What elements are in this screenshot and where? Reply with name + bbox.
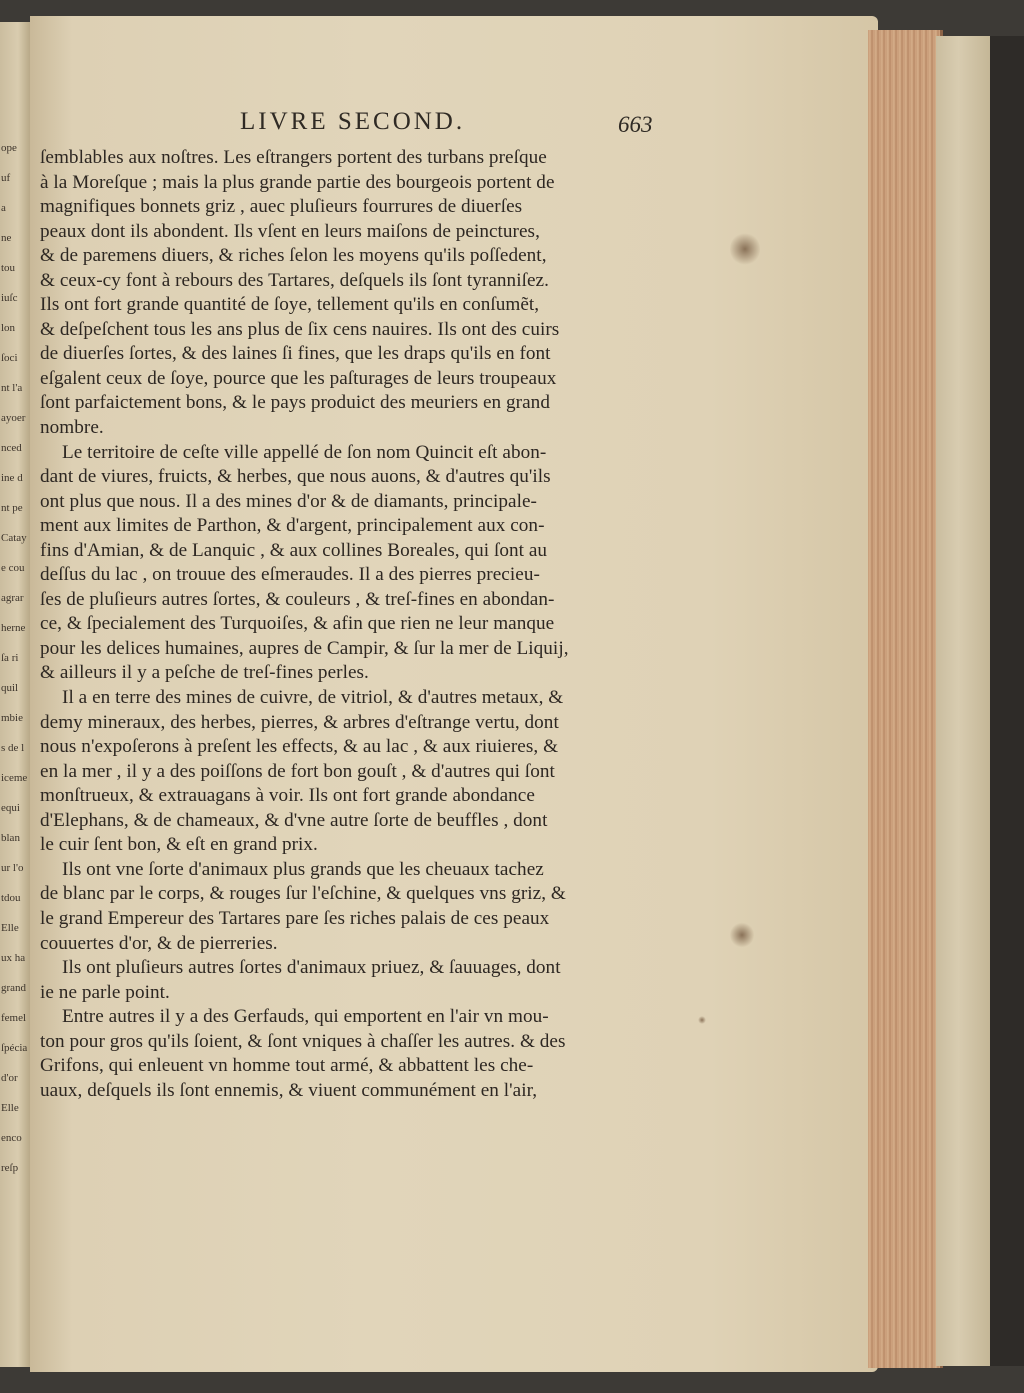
facing-page-fragment: ope (1, 142, 17, 154)
facing-page-fragment: ſa ri (1, 652, 19, 664)
facing-page-fragment: ine d (1, 472, 23, 484)
book-board (936, 36, 992, 1366)
facing-page-fragment: ſoci (1, 352, 18, 364)
facing-page-fragment: uf (1, 172, 11, 184)
text-line: ce, & ſpecialement des Turquoiſes, & afin que rien ne leur manque (40, 613, 555, 635)
text-line: couuertes d'or, & de pierreries. (40, 932, 278, 954)
text-line: Ils ont fort grande quantité de ſoye, tellement qu'ils en conſumẽt, (40, 294, 540, 316)
text-line: pour les delices humaines, aupres de Campir, & ſur la mer de Liquij, (40, 637, 569, 659)
text-line: nous n'expoſerons à preſent les effects, & au lac , & aux riuieres, & (40, 736, 559, 758)
facing-page-fragment: d'or (1, 1072, 18, 1084)
text-line: Grifons, qui enleuent vn homme tout armé, & abbattent les che- (40, 1055, 534, 1077)
facing-page-fragment: nt pe (1, 502, 23, 514)
facing-page-fragment: iceme (1, 772, 28, 784)
facing-page-fragment: s de l (1, 742, 25, 754)
text-line: & de paremens diuers, & riches ſelon les moyens qu'ils poſſedent, (40, 245, 547, 267)
facing-page-fragment: ux ha (1, 952, 26, 964)
foxing-spot (730, 232, 760, 266)
facing-page-edge (0, 22, 30, 1367)
text-line: demy mineraux, des herbes, pierres, & arbres d'eſtrange vertu, dont (40, 711, 559, 733)
facing-page-fragment: nced (1, 442, 22, 454)
facing-page-fragment: grand (1, 982, 27, 994)
facing-page-fragment: a (1, 202, 6, 214)
text-line: ont plus que nous. Il a des mines d'or & de diamants, principale- (40, 490, 537, 512)
facing-page-fragment: quil (1, 682, 19, 694)
text-line: en la mer , il y a des poiſſons de fort bon gouſt , & d'autres qui ſont (40, 760, 555, 782)
facing-page-fragment: femel (1, 1012, 27, 1024)
facing-page-fragment: tou (1, 262, 16, 274)
facing-page-fragment: blan (1, 832, 20, 844)
facing-page-fragment: lon (1, 322, 16, 334)
facing-page-fragment: iuſc (1, 292, 18, 304)
text-line: ſes de pluſieurs autres ſortes, & couleurs , & treſ-fines en abondan- (40, 588, 555, 610)
text-line: Entre autres il y a des Gerfauds, qui emportent en l'air vn mou- (62, 1006, 549, 1028)
facing-page-fragment: enco (1, 1132, 22, 1144)
facing-page-fragment: mbie (1, 712, 23, 724)
text-line: & deſpeſchent tous les ans plus de ſix cens nauires. Ils ont des cuirs (40, 318, 560, 340)
facing-page-fragment: ur l'o (1, 862, 24, 874)
text-line: eſgalent ceux de ſoye, pource que les paſturages de leurs troupeaux (40, 367, 557, 389)
text-line: nombre. (40, 417, 104, 439)
running-head: LIVRE SECOND. (240, 108, 466, 135)
text-line: d'Elephans, & de chameaux, & d'vne autre ſorte de beuffles , dont (40, 809, 548, 831)
text-line: deſſus du lac , on trouue des eſmeraudes. Il a des pierres precieu- (40, 564, 540, 586)
facing-page-fragment: equi (1, 802, 20, 814)
facing-page-fragment: ayoer (1, 412, 26, 424)
facing-page-fragment: agrar (1, 592, 24, 604)
book-shadow (990, 36, 1024, 1366)
facing-page-fragment: ſpécia (1, 1042, 28, 1054)
text-line: magnifiques bonnets griz , auec pluſieurs fourrures de diuerſes (40, 196, 523, 218)
text-line: uaux, deſquels ils ſont ennemis, & viuent communément en l'air, (40, 1079, 538, 1101)
page-block-edge (868, 30, 943, 1368)
facing-page-fragment: Elle (1, 922, 19, 934)
text-line: Il a en terre des mines de cuivre, de vitriol, & d'autres metaux, & (62, 687, 564, 709)
text-line: ton pour gros qu'ils ſoient, & ſont vniques à chaſſer les autres. & des (40, 1030, 566, 1052)
foxing-spot (730, 922, 754, 948)
text-line: Ils ont vne ſorte d'animaux plus grands que les cheuaux tachez (62, 858, 544, 880)
text-line: ment aux limites de Parthon, & d'argent, principalement aux con- (40, 515, 545, 537)
text-line: ſont parfaictement bons, & le pays produict des meuriers en grand (40, 392, 550, 414)
facing-page-fragment: ne (1, 232, 12, 244)
text-line: & ceux-cy font à rebours des Tartares, deſquels ils ſont tyranniſez. (40, 269, 549, 291)
text-line: le cuir ſent bon, & eſt en grand prix. (40, 834, 318, 856)
text-line: le grand Empereur des Tartares pare ſes riches palais de ces peaux (40, 907, 550, 929)
foxing-spot (698, 1016, 706, 1024)
facing-page-fragment: e cou (1, 562, 25, 574)
facing-page-fragment: nt l'a (1, 382, 23, 394)
text-line: dant de viures, fruicts, & herbes, que nous auons, & d'autres qu'ils (40, 466, 551, 488)
facing-page-fragment: reſp (1, 1162, 19, 1174)
text-line: peaux dont ils abondent. Ils vſent en leurs maiſons de peinctures, (40, 220, 540, 242)
text-line: fins d'Amian, & de Lanquic , & aux collines Boreales, qui ſont au (40, 539, 548, 561)
text-line: de diuerſes ſortes, & des laines ſi fines, que les draps qu'ils en font (40, 343, 551, 365)
facing-page-fragment: Elle (1, 1102, 19, 1114)
text-line: ſemblables aux noſtres. Les eſtrangers portent des turbans preſque (40, 147, 547, 168)
text-line: & ailleurs il y a peſche de treſ-fines perles. (40, 662, 369, 684)
text-line: de blanc par le corps, & rouges ſur l'eſchine, & quelques vns griz, & (40, 883, 566, 905)
facing-page-fragment: tdou (1, 892, 21, 904)
text-line: ie ne parle point. (40, 981, 170, 1003)
facing-page-fragment: herne (1, 622, 26, 634)
text-line: Le territoire de ceſte ville appellé de ſon nom Quincit eſt abon- (62, 441, 547, 463)
body-text (40, 146, 690, 1103)
facing-page-fragment: Catay (1, 532, 27, 544)
text-line: Ils ont pluſieurs autres ſortes d'animaux priuez, & ſauuages, dont (62, 957, 561, 979)
page-number: 663 (618, 112, 653, 137)
text-line: monſtrueux, & extrauagans à voir. Ils ont fort grande abondance (40, 785, 535, 807)
text-line: à la Moreſque ; mais la plus grande partie des bourgeois portent de (40, 171, 555, 193)
